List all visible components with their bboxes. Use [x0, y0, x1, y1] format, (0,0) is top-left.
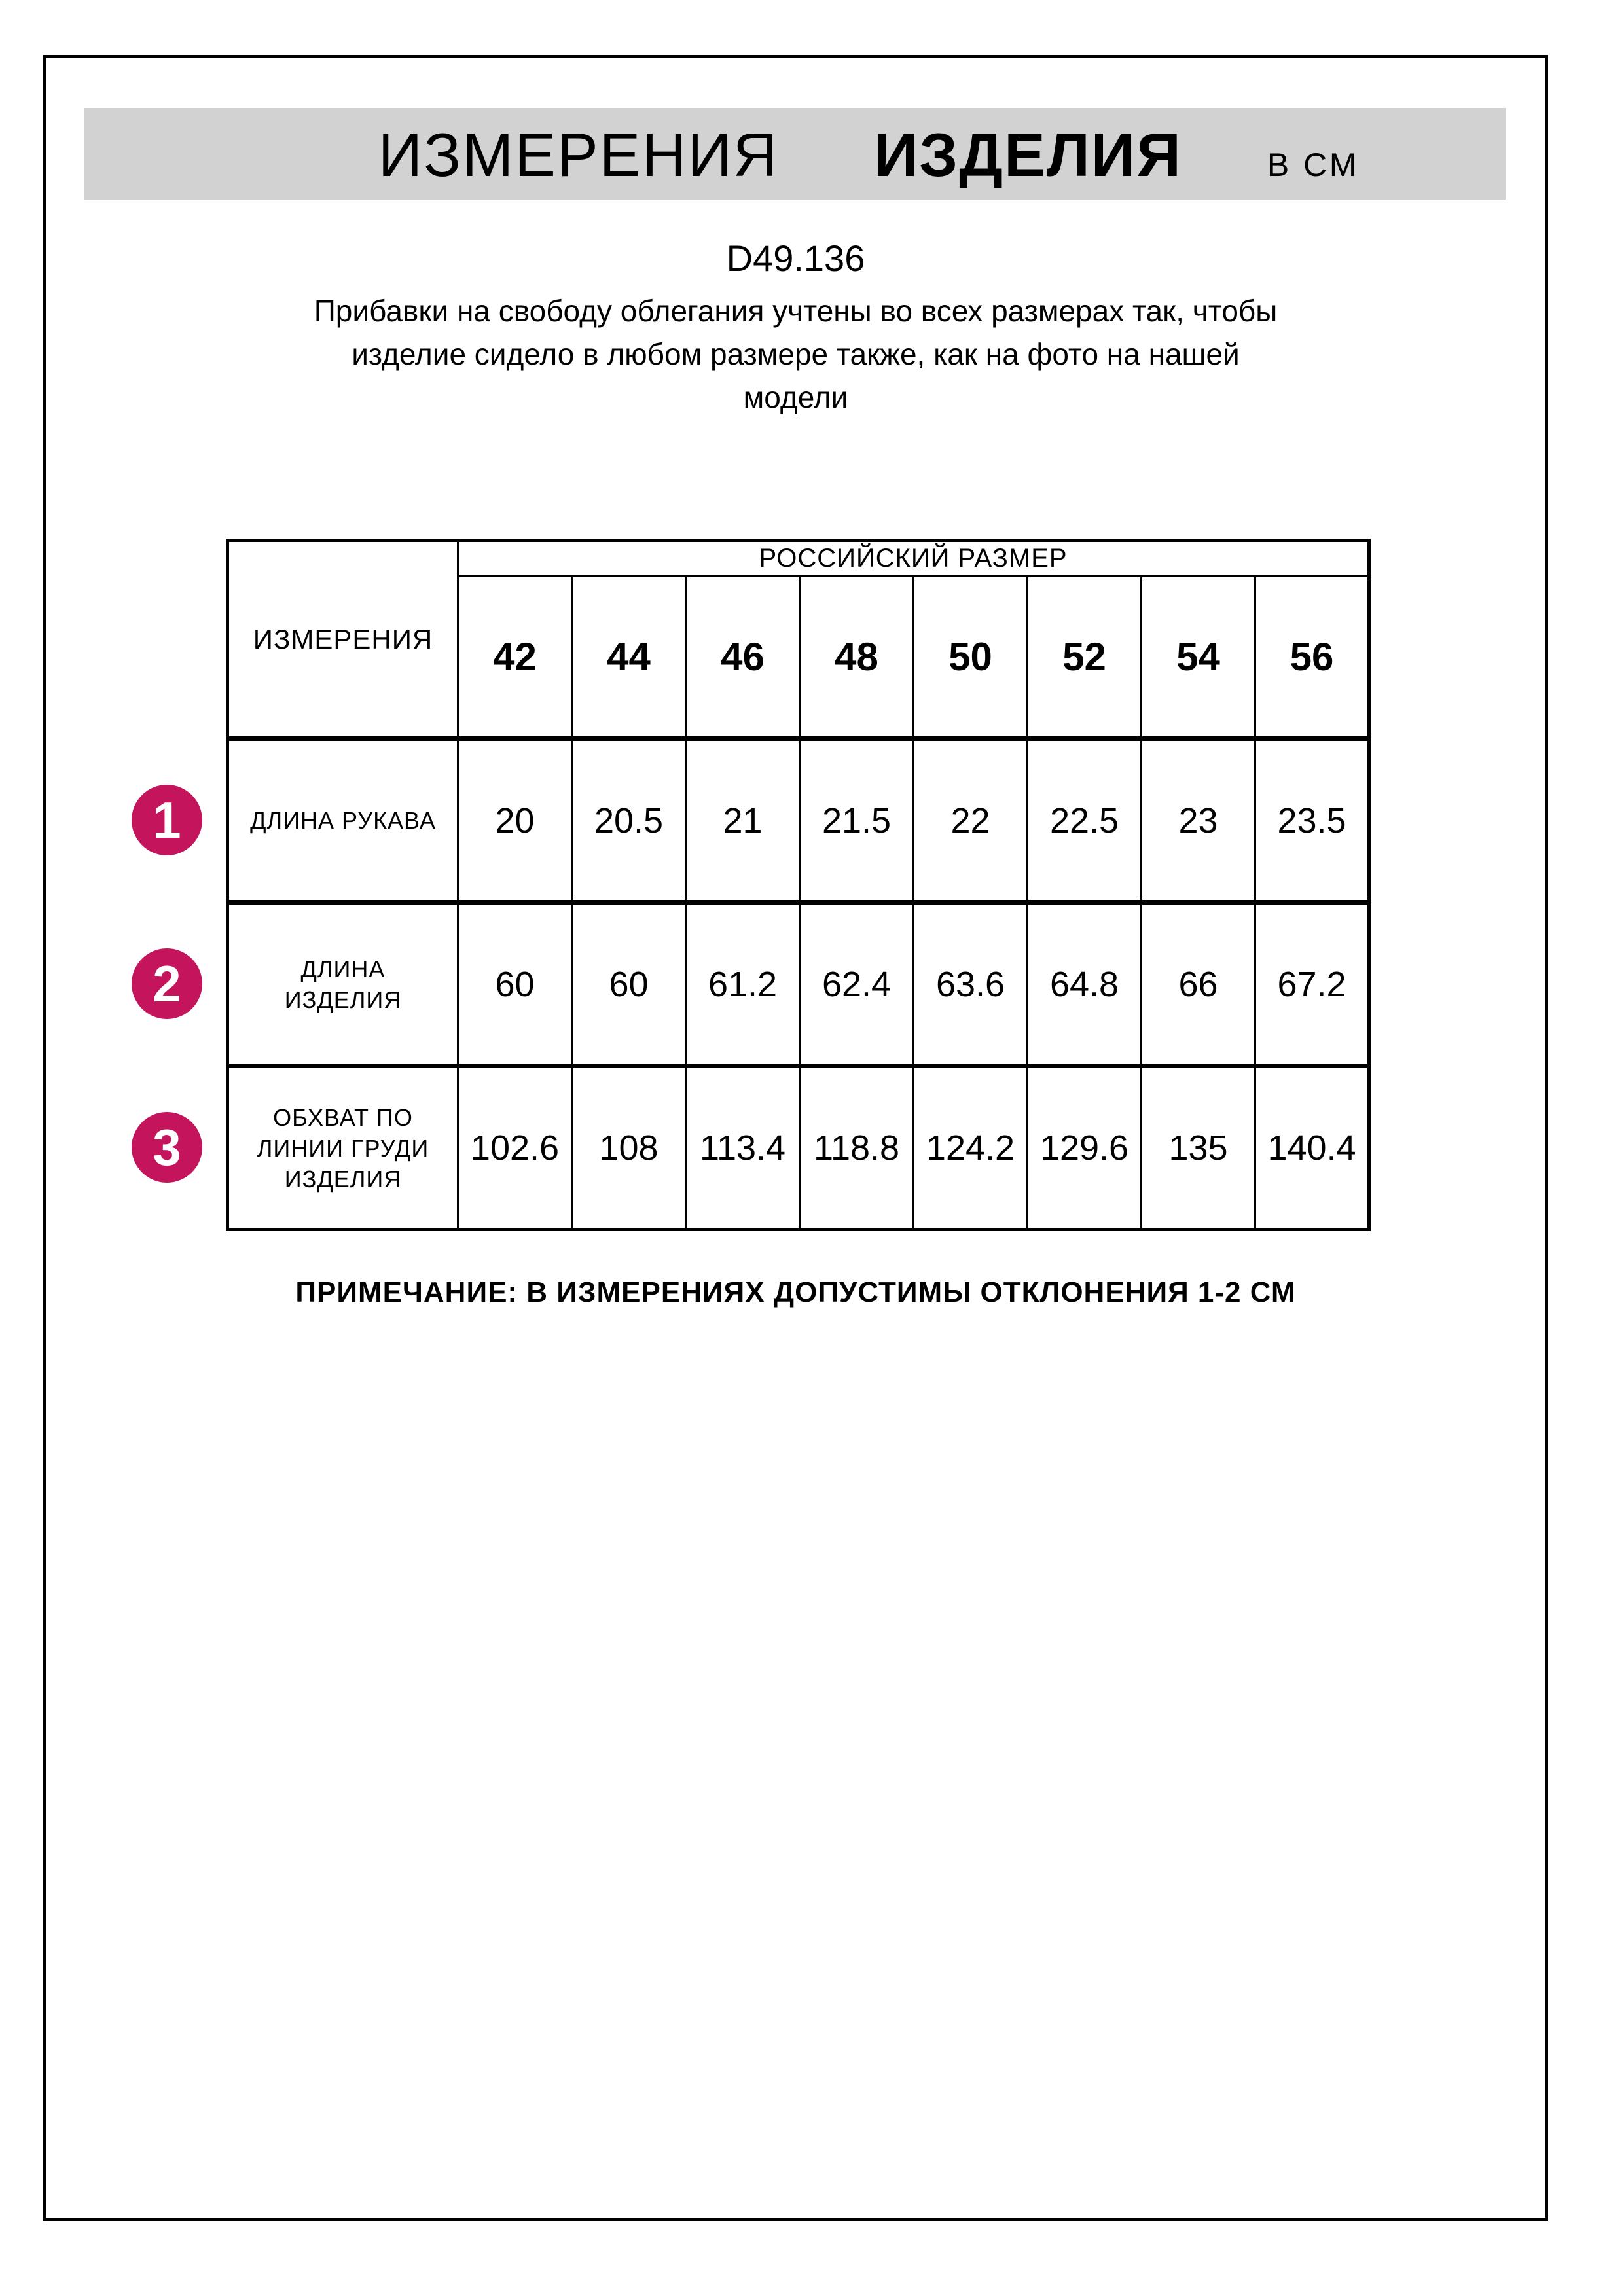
measurement-value-cell: 63.6 — [914, 903, 1028, 1066]
table-row-chest-girth — [228, 1066, 1369, 1230]
intro-line: Прибавки на свободу облегания учтены во всех размерах так, чтобы — [314, 294, 1278, 328]
size-table — [226, 539, 1371, 1231]
measurement-value-cell: 102.6 — [458, 1066, 572, 1230]
measurement-value-cell: 66 — [1142, 903, 1255, 1066]
size-column-header-52: 52 — [1028, 577, 1142, 739]
title-unit-cm: В СМ — [1267, 147, 1360, 183]
measurement-value-cell: 20 — [458, 739, 572, 903]
measurement-value-cell: 129.6 — [1028, 1066, 1142, 1230]
title-word-product: ИЗДЕЛИЯ — [873, 120, 1182, 189]
measurement-value-cell: 60 — [458, 903, 572, 1066]
row-number-badge-3: 3 — [132, 1112, 202, 1183]
page-title — [158, 108, 1579, 200]
table-row-item-length — [228, 903, 1369, 1066]
table-row-size-system — [228, 541, 1369, 577]
measurement-value-cell: 61.2 — [686, 903, 800, 1066]
measurement-value-cell: 113.4 — [686, 1066, 800, 1230]
measurement-value-cell: 108 — [572, 1066, 686, 1230]
measurement-value-cell: 62.4 — [800, 903, 914, 1066]
size-column-header-42: 42 — [458, 577, 572, 739]
size-system-header: РОССИЙСКИЙ РАЗМЕР — [458, 541, 1369, 577]
row-number-badge-2: 2 — [132, 948, 202, 1019]
measurement-value-cell: 21 — [686, 739, 800, 903]
measurement-value-cell: 118.8 — [800, 1066, 914, 1230]
product-code: D49.136 — [726, 238, 865, 279]
measurement-value-cell: 60 — [572, 903, 686, 1066]
size-column-header-46: 46 — [686, 577, 800, 739]
measurement-value-cell: 135 — [1142, 1066, 1255, 1230]
size-column-header-48: 48 — [800, 577, 914, 739]
note-text: ПРИМЕЧАНИЕ: В ИЗМЕРЕНИЯХ ДОПУСТИМЫ ОТКЛОНЕНИЯ 1-2 СМ — [295, 1276, 1296, 1308]
measurement-value-cell: 23.5 — [1255, 739, 1369, 903]
measurement-value-cell: 140.4 — [1255, 1066, 1369, 1230]
row-label: ОБХВАТ ПО ЛИНИИ ГРУДИ ИЗДЕЛИЯ — [228, 1066, 458, 1230]
size-column-header-56: 56 — [1255, 577, 1369, 739]
measurement-value-cell: 67.2 — [1255, 903, 1369, 1066]
measurement-value-cell: 21.5 — [800, 739, 914, 903]
measurement-value-cell: 23 — [1142, 739, 1255, 903]
intro-line: изделие сидело в любом размере также, как на фото на нашей — [352, 337, 1240, 371]
measurement-value-cell: 22 — [914, 739, 1028, 903]
size-column-header-44: 44 — [572, 577, 686, 739]
measurements-corner-label: ИЗМЕРЕНИЯ — [228, 541, 458, 739]
intro-paragraph — [43, 289, 1548, 419]
measurement-value-cell: 20.5 — [572, 739, 686, 903]
title-band — [84, 108, 1506, 200]
size-column-header-50: 50 — [914, 577, 1028, 739]
row-number-badge-1: 1 — [132, 785, 202, 855]
row-label: ДЛИНА ИЗДЕЛИЯ — [228, 903, 458, 1066]
size-column-header-54: 54 — [1142, 577, 1255, 739]
measurement-value-cell: 124.2 — [914, 1066, 1028, 1230]
row-label: ДЛИНА РУКАВА — [228, 739, 458, 903]
measurement-value-cell: 22.5 — [1028, 739, 1142, 903]
table-row-sleeve-length — [228, 739, 1369, 903]
measurement-value-cell: 64.8 — [1028, 903, 1142, 1066]
title-word-measurements: ИЗМЕРЕНИЯ — [378, 120, 779, 189]
intro-line: модели — [743, 380, 848, 414]
